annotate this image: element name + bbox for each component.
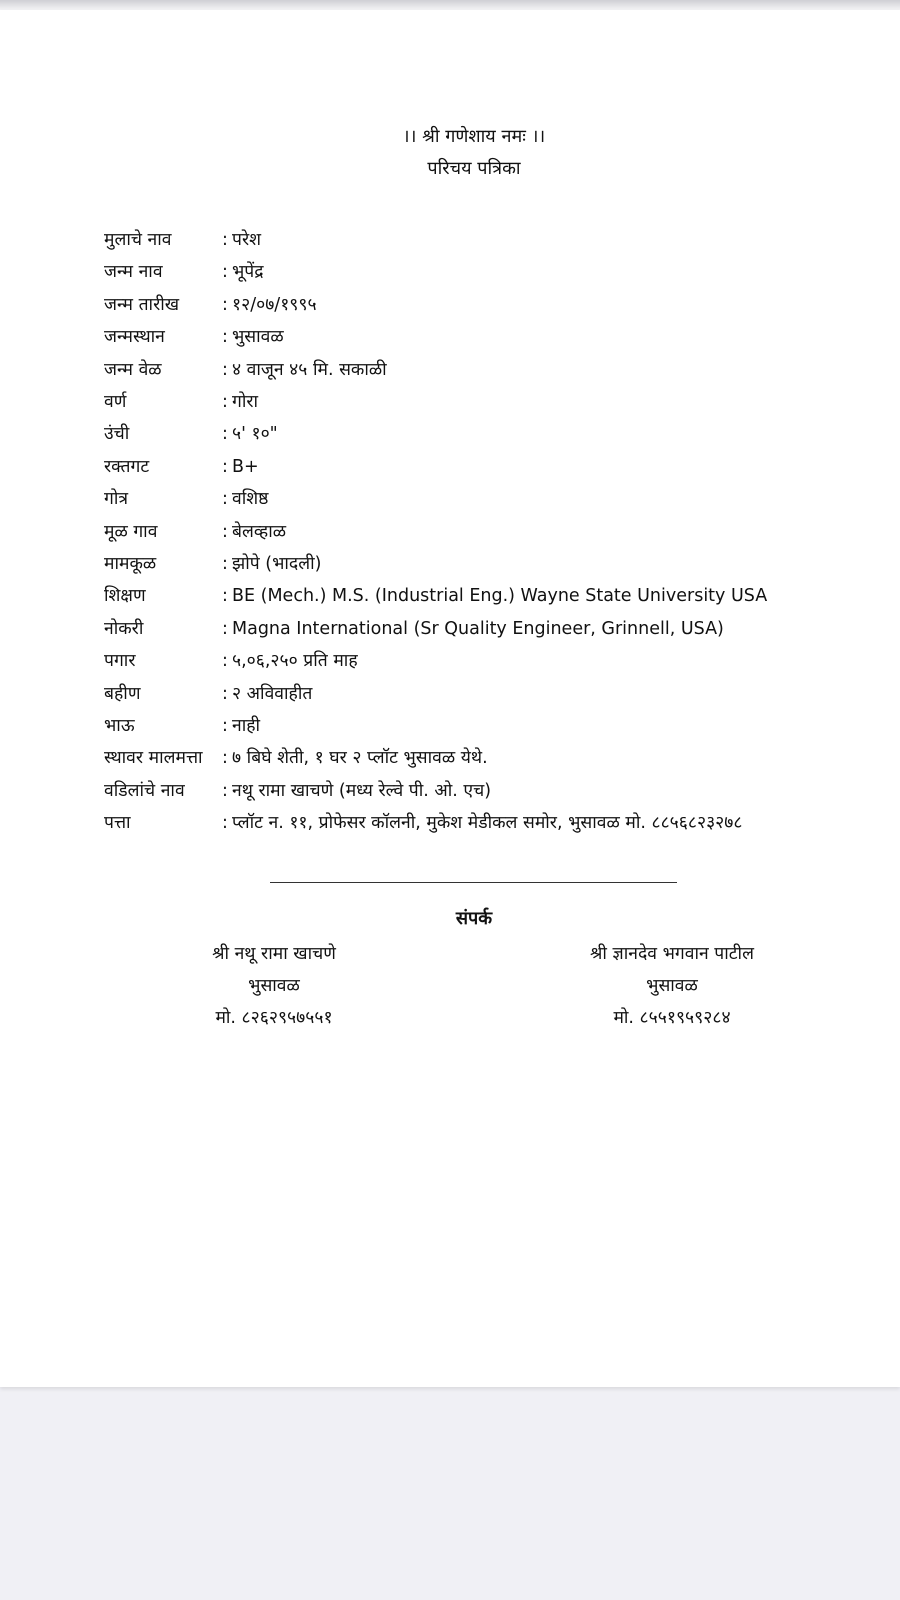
field-separator: :	[222, 748, 228, 769]
field-value: प्लॉट न. ११, प्रोफेसर कॉलनी, मुकेश मेडीकल समोर, भुसावळ मो. ८८५६८२३२७८	[232, 813, 743, 834]
contact-left	[124, 938, 424, 1034]
field-label: जन्म तारीख	[104, 294, 180, 315]
field-value: ४ वाजून ४५ मि. सकाळी	[232, 359, 387, 380]
field-value: नथू रामा खाचणे (मध्य रेल्वे पी. ओ. एच)	[232, 780, 492, 801]
field-value: BE (Mech.) M.S. (Industrial Eng.) Wayne State University USA	[232, 586, 768, 607]
field-separator: :	[222, 716, 228, 736]
contact-heading: संपर्क	[455, 908, 493, 929]
field-value: Magna International (Sr Quality Engineer, Grinnell, USA)	[232, 618, 724, 639]
field-separator: :	[222, 683, 228, 704]
field-value: B+	[232, 456, 259, 477]
field-label: स्थावर मालमत्ता	[104, 748, 203, 769]
field-value: भूपेंद्र	[232, 262, 264, 283]
field-value: नाही	[232, 716, 261, 736]
invocation-heading: ।। श्री गणेशाय नमः ।।	[402, 126, 546, 147]
divider-line	[270, 882, 677, 883]
field-separator: :	[222, 294, 228, 315]
field-value: बेलव्हाळ	[232, 521, 287, 542]
field-value: परेश	[232, 230, 261, 250]
field-separator: :	[222, 456, 228, 477]
field-value: ५,०६,२५० प्रति माह	[232, 651, 358, 672]
field-separator: :	[222, 489, 228, 510]
field-label: रक्तगट	[104, 456, 150, 477]
field-separator: :	[222, 554, 228, 574]
field-separator: :	[222, 262, 228, 283]
field-label: मूळ गाव	[104, 521, 158, 542]
contact-name: श्री ज्ञानदेव भगवान पाटील	[590, 944, 754, 964]
field-label: भाऊ	[104, 716, 135, 736]
top-toolbar-shadow	[0, 0, 900, 10]
field-value: भुसावळ	[232, 327, 284, 348]
field-value: वशिष्ठ	[232, 489, 269, 510]
document-title: परिचय पत्रिका	[427, 158, 521, 179]
field-label: बहीण	[104, 683, 141, 704]
field-label: मुलाचे नाव	[104, 230, 172, 250]
contact-phone: मो. ८२६२९५७५५१	[215, 1008, 333, 1028]
field-separator: :	[222, 230, 228, 250]
field-separator: :	[222, 618, 228, 639]
field-value: ७ बिघे शेती, १ घर २ प्लॉट भुसावळ येथे.	[232, 748, 488, 769]
field-label: शिक्षण	[104, 586, 146, 607]
field-separator: :	[222, 813, 228, 834]
field-value: २ अविवाहीत	[232, 683, 313, 704]
document-page	[0, 10, 900, 1387]
field-separator: :	[222, 392, 228, 412]
field-separator: :	[222, 359, 228, 380]
field-label: जन्म नाव	[104, 262, 163, 283]
field-value: गोरा	[232, 392, 259, 412]
field-separator: :	[222, 651, 228, 672]
contact-city: भुसावळ	[646, 976, 698, 996]
field-label: पगार	[104, 651, 136, 672]
field-label: गोत्र	[104, 489, 129, 510]
field-value: ५' १०"	[232, 424, 278, 445]
field-separator: :	[222, 780, 228, 801]
contact-phone: मो. ८५५१९५९२८४	[613, 1008, 731, 1028]
field-label: वडिलांचे नाव	[104, 780, 185, 801]
contact-name: श्री नथू रामा खाचणे	[212, 944, 336, 964]
field-label: नोकरी	[104, 618, 144, 639]
field-separator: :	[222, 424, 228, 445]
field-label: पत्ता	[104, 813, 131, 834]
field-label: मामकूळ	[104, 554, 157, 574]
field-label: उंची	[104, 424, 130, 445]
contact-city: भुसावळ	[248, 976, 300, 996]
field-label: जन्मस्थान	[104, 327, 165, 348]
field-value: झोपे (भादली)	[232, 554, 322, 574]
field-label: जन्म वेळ	[104, 359, 162, 380]
field-value: १२/०७/१९९५	[232, 294, 317, 315]
field-separator: :	[222, 327, 228, 348]
field-separator: :	[222, 586, 228, 607]
field-label: वर्ण	[104, 392, 127, 412]
contact-right	[522, 938, 822, 1034]
field-separator: :	[222, 521, 228, 542]
